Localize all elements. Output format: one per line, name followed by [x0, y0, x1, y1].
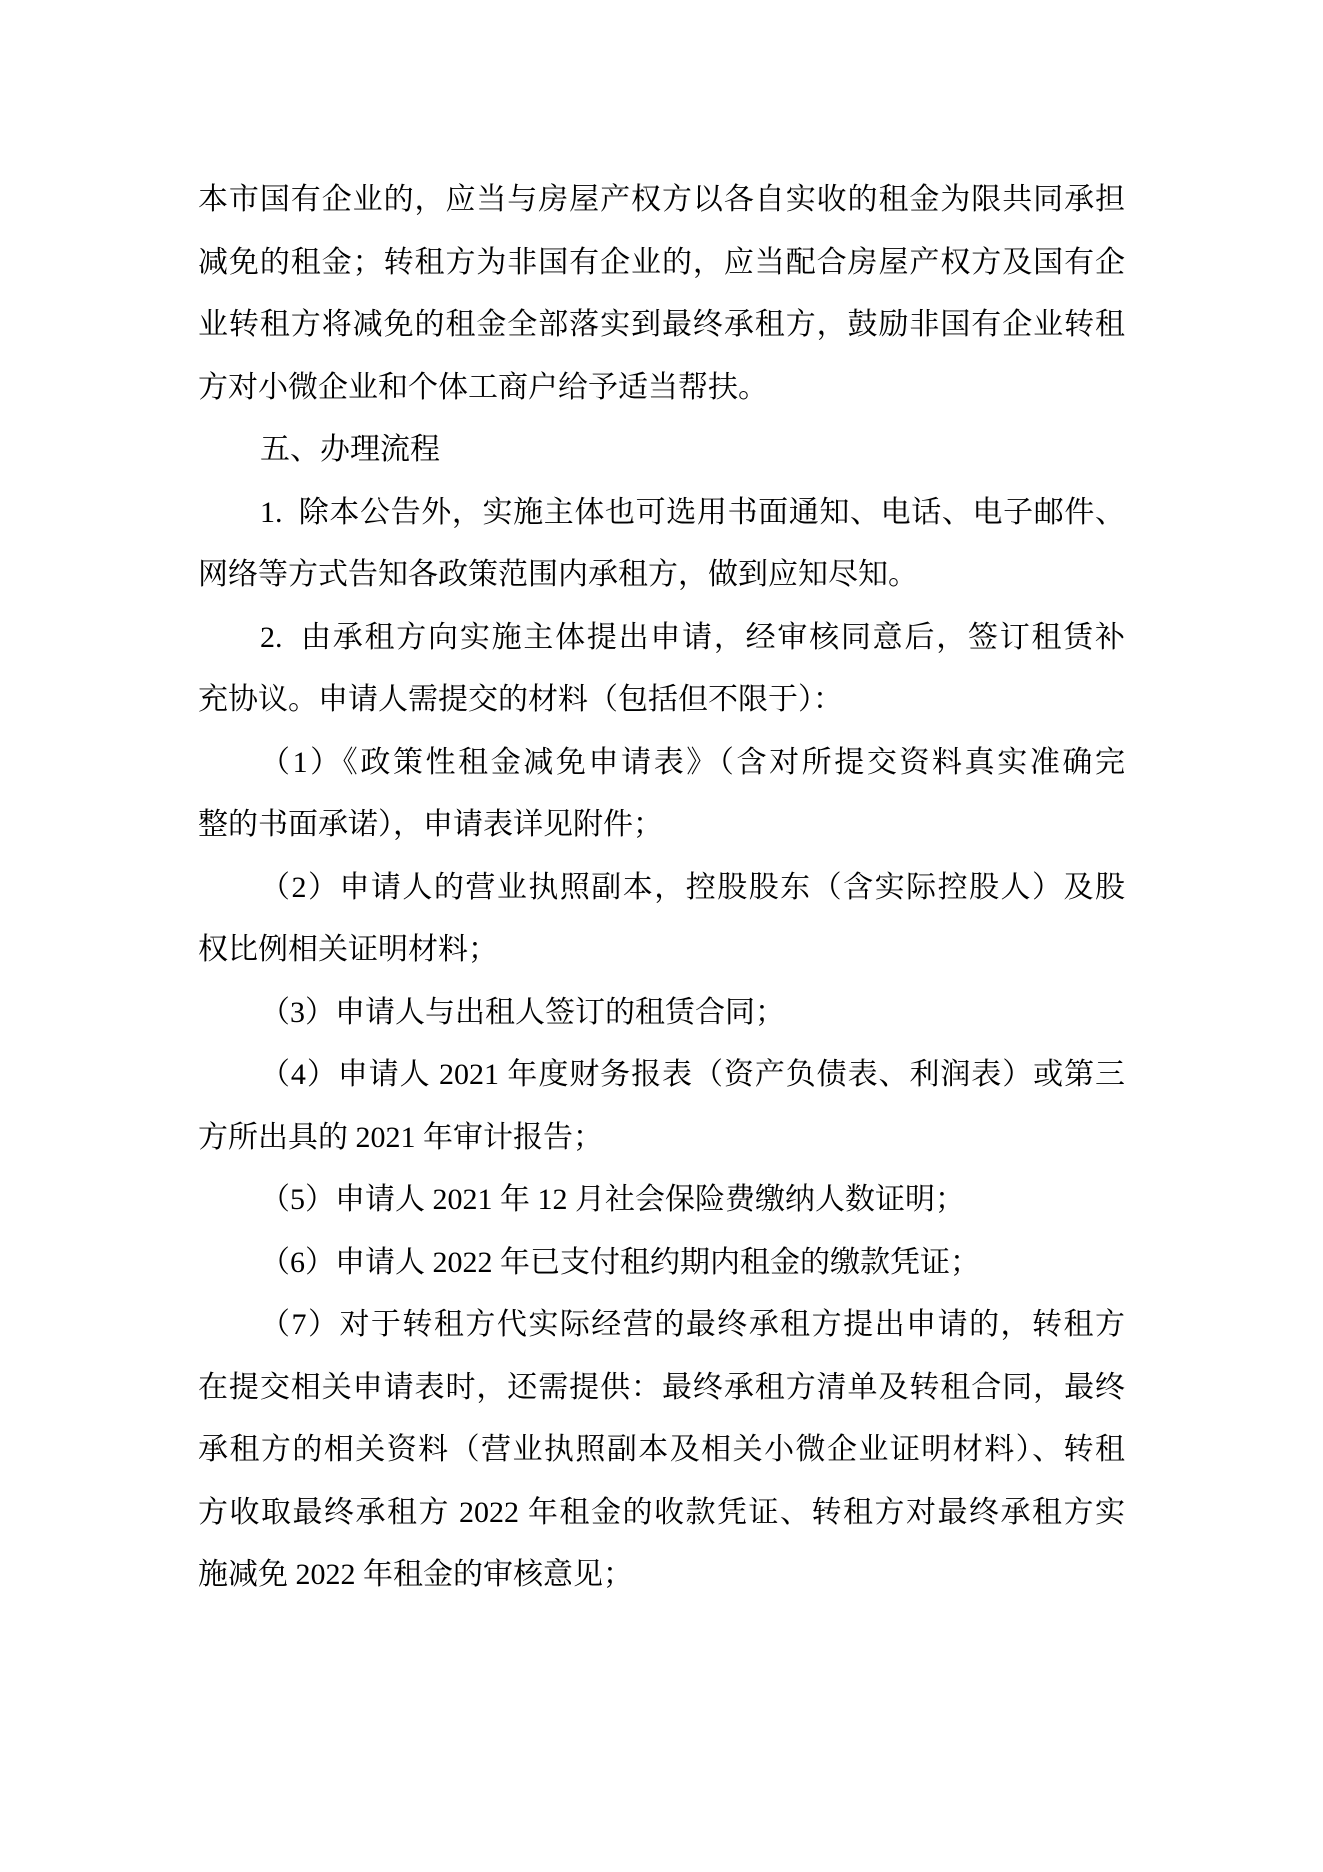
list-item-line: （1）《政策性租金减免申请表》（含对所提交资料真实准确完	[260, 745, 1125, 779]
body-paragraph-line: 本市国有企业的，应当与房屋产权方以各自实收的租金为限共同承担	[198, 183, 1125, 216]
list-item-line: （6）申请人 2022 年已支付租约期内租金的缴款凭证；	[260, 1245, 980, 1279]
body-paragraph-line: 减免的租金；转租方为非国有企业的，应当配合房屋产权方及国有企	[198, 245, 1125, 279]
numbered-item-line: 网络等方式告知各政策范围内承租方，做到应知尽知。	[198, 558, 918, 591]
list-item-line: 整的书面承诺），申请表详见附件；	[198, 808, 663, 841]
list-item-line: 施减免 2022 年租金的审核意见；	[198, 1558, 633, 1591]
numbered-item-line: 2. 由承租方向实施主体提出申请，经审核同意后，签订租赁补	[260, 620, 1125, 654]
list-item-line: 在提交相关申请表时，还需提供：最终承租方清单及转租合同，最终	[198, 1370, 1125, 1404]
numbered-item-line: 1. 除本公告外，实施主体也可选用书面通知、电话、电子邮件、	[260, 495, 1125, 529]
document-body	[198, 169, 1125, 1607]
numbered-item-line: 充协议。申请人需提交的材料（包括但不限于）：	[198, 683, 843, 716]
section-heading: 五、办理流程	[260, 433, 440, 466]
list-item-line: （4）申请人 2021 年度财务报表（资产负债表、利润表）或第三	[260, 1058, 1125, 1091]
list-item-line: （7）对于转租方代实际经营的最终承租方提出申请的，转租方	[260, 1308, 1125, 1341]
list-item-line: （3）申请人与出租人签订的租赁合同；	[260, 995, 785, 1029]
list-item-line: 方所出具的 2021 年审计报告；	[198, 1120, 603, 1154]
body-paragraph-line: 方对小微企业和个体工商户给予适当帮扶。	[198, 370, 768, 404]
list-item-line: 权比例相关证明材料；	[198, 933, 498, 966]
list-item-line: 承租方的相关资料（营业执照副本及相关小微企业证明材料）、转租	[198, 1433, 1125, 1466]
list-item-line: （5）申请人 2021 年 12 月社会保险费缴纳人数证明；	[260, 1183, 965, 1216]
list-item-line: （2）申请人的营业执照副本，控股股东（含实际控股人）及股	[260, 870, 1125, 904]
body-paragraph-line: 业转租方将减免的租金全部落实到最终承租方，鼓励非国有企业转租	[198, 308, 1125, 341]
list-item-line: 方收取最终承租方 2022 年租金的收款凭证、转租方对最终承租方实	[198, 1495, 1125, 1529]
